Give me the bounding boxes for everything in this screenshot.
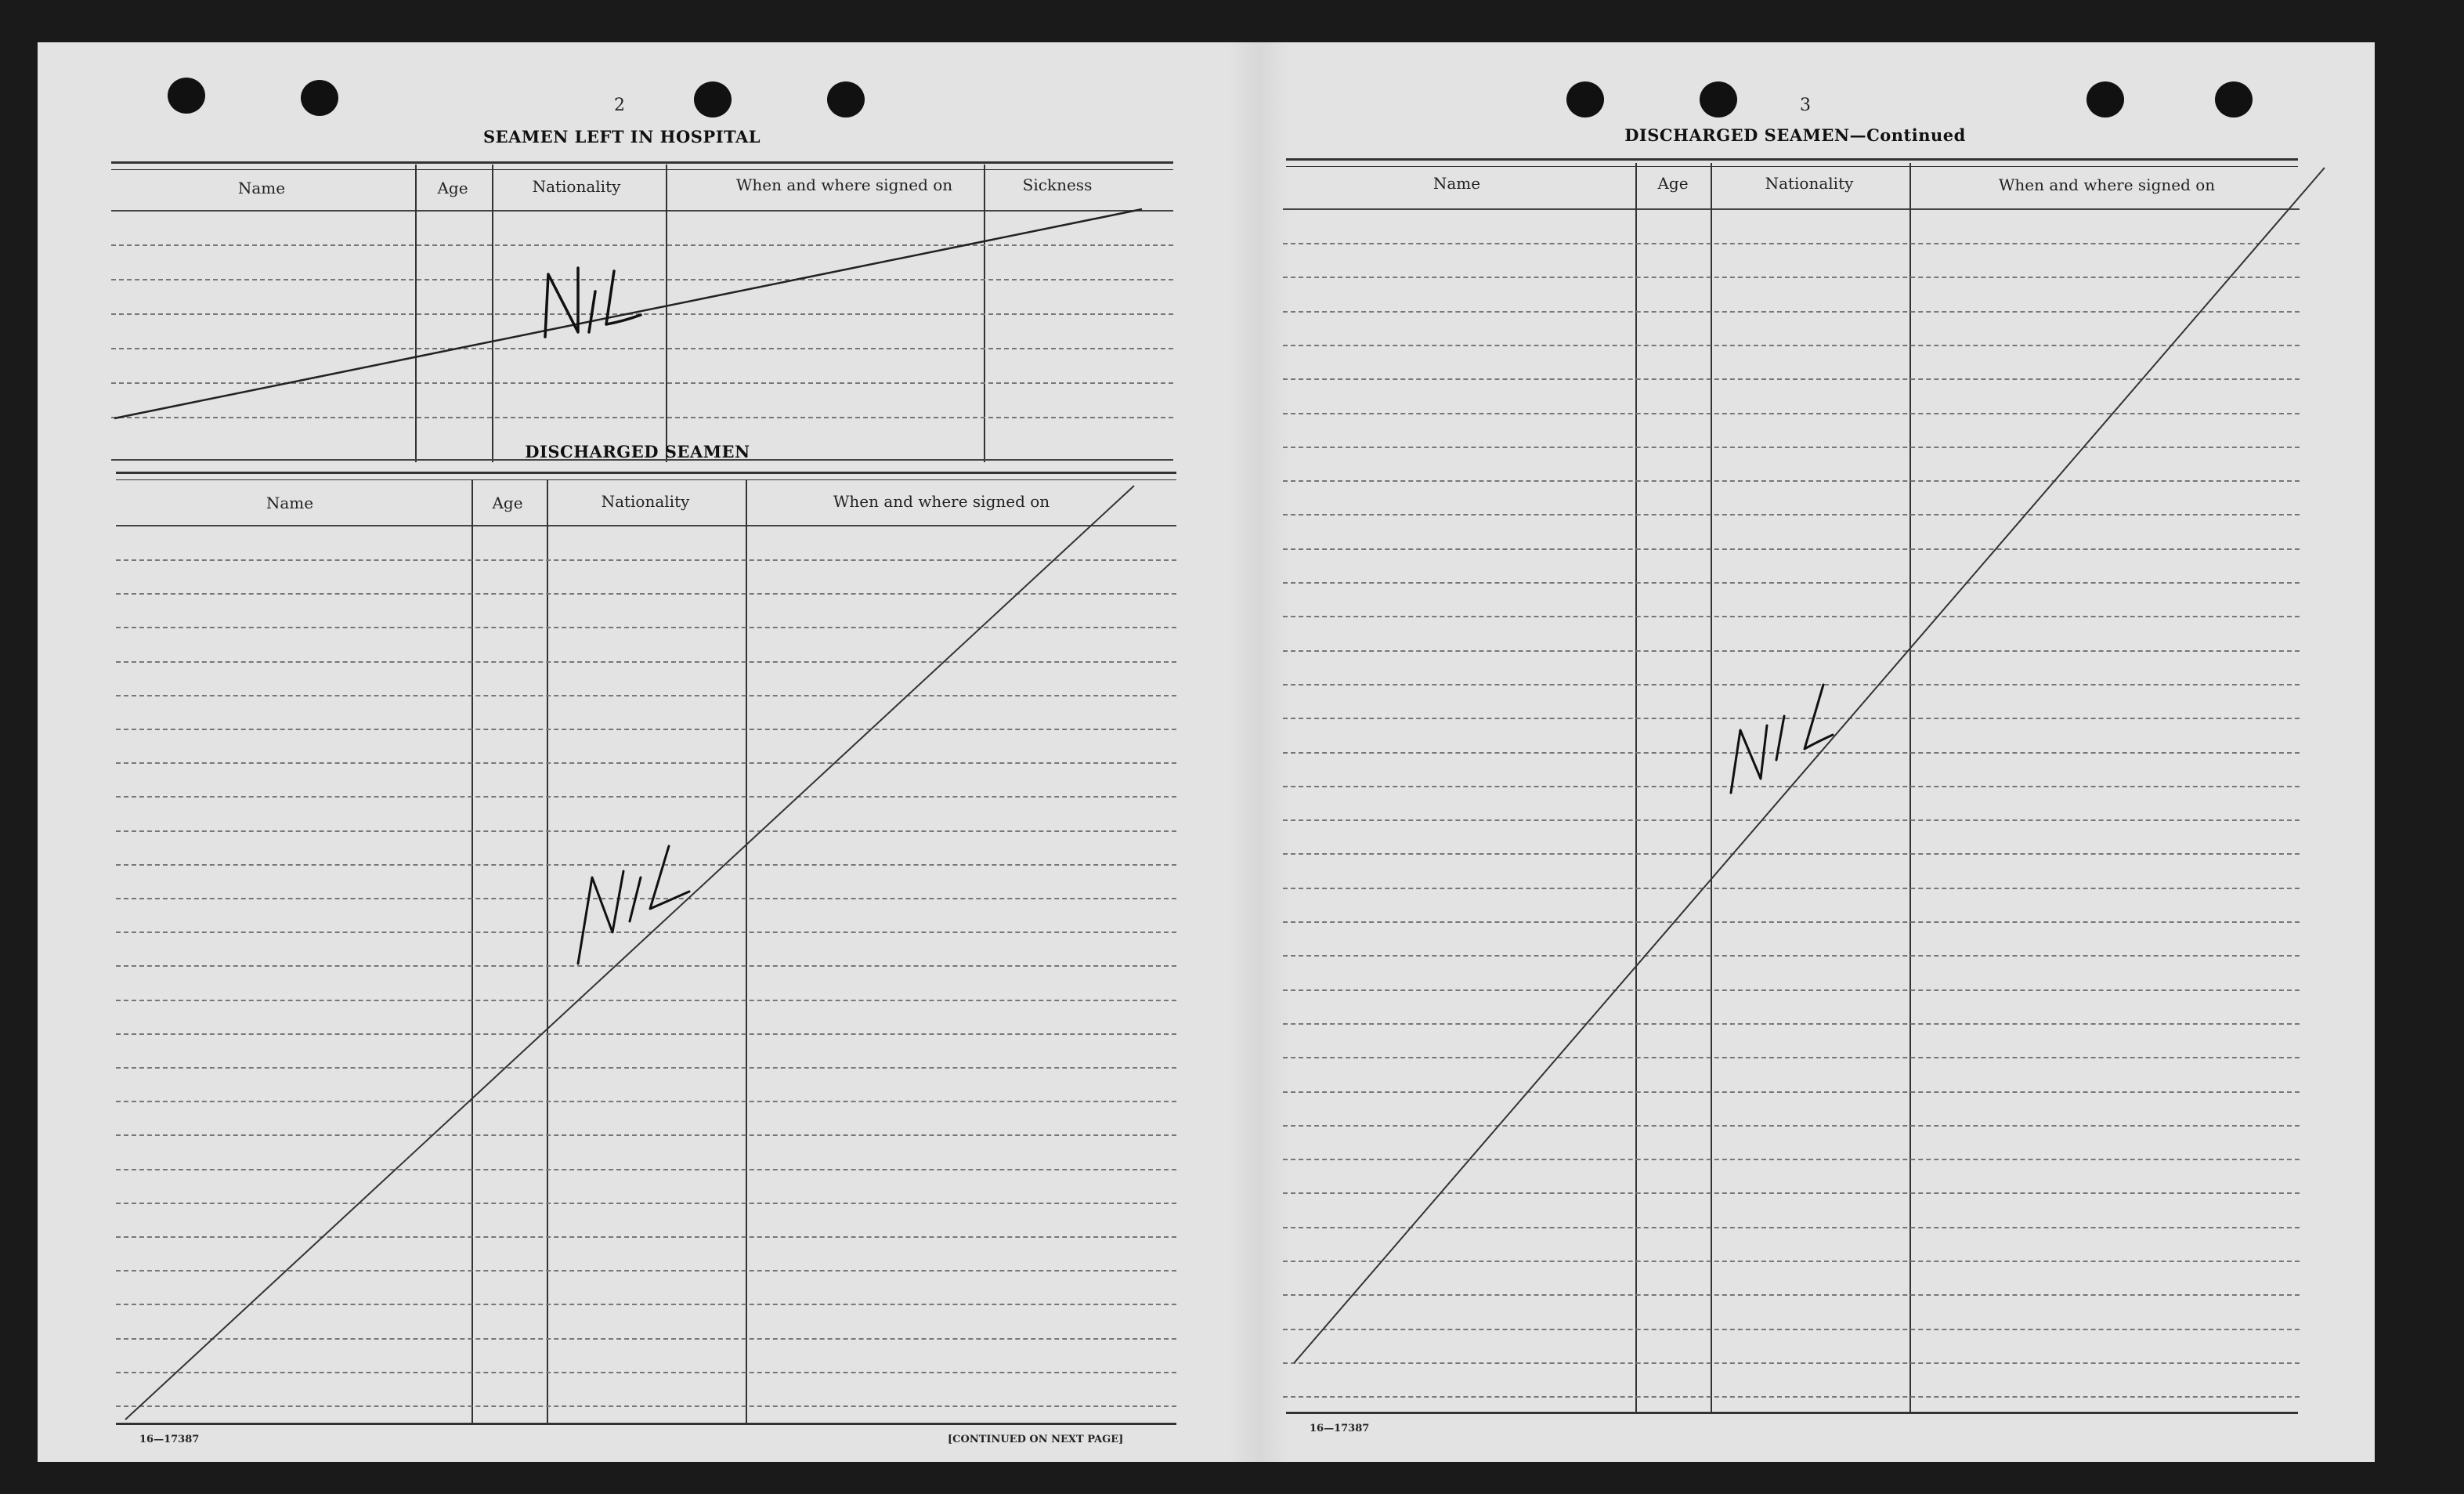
page-number-right: 3 — [1800, 96, 1811, 115]
discharged-col-age: Age — [492, 494, 523, 512]
discharged-col-signed-on: When and where signed on — [833, 492, 1050, 511]
form-number-left: 16—17387 — [139, 1434, 200, 1445]
page-number-left: 2 — [614, 96, 625, 115]
hospital-col-name: Name — [237, 179, 286, 197]
discharged-section-title: DISCHARGED SEAMEN — [525, 442, 750, 461]
hospital-col-age: Age — [437, 179, 468, 197]
discharged-col-name: Name — [266, 494, 314, 512]
right-strike-line — [1294, 168, 2325, 1363]
handwritten-nil-right — [1731, 685, 1833, 793]
hospital-col-signed-on: When and where signed on — [735, 175, 953, 194]
discharged-strike-line — [125, 486, 1134, 1420]
hospital-strike-line — [114, 209, 1142, 418]
handwritten-nil-hospital — [545, 268, 641, 337]
handwritten-nil-discharged — [578, 846, 689, 964]
discharged-col-nationality: Nationality — [601, 492, 690, 511]
hospital-col-nationality: Nationality — [532, 177, 621, 196]
hospital-col-sickness: Sickness — [1022, 175, 1093, 194]
document-sheet — [38, 42, 2375, 1462]
discharged-continued-title: DISCHARGED SEAMEN—Continued — [1624, 125, 1966, 145]
continued-note: [CONTINUED ON NEXT PAGE] — [948, 1434, 1124, 1445]
cancel-marks — [38, 42, 2375, 1462]
right-col-age: Age — [1657, 174, 1689, 193]
right-col-nationality: Nationality — [1765, 174, 1854, 193]
hospital-section-title: SEAMEN LEFT IN HOSPITAL — [482, 127, 761, 147]
right-col-signed-on: When and where signed on — [1998, 175, 2216, 194]
form-number-right: 16—17387 — [1310, 1423, 1370, 1434]
right-col-name: Name — [1433, 174, 1481, 193]
